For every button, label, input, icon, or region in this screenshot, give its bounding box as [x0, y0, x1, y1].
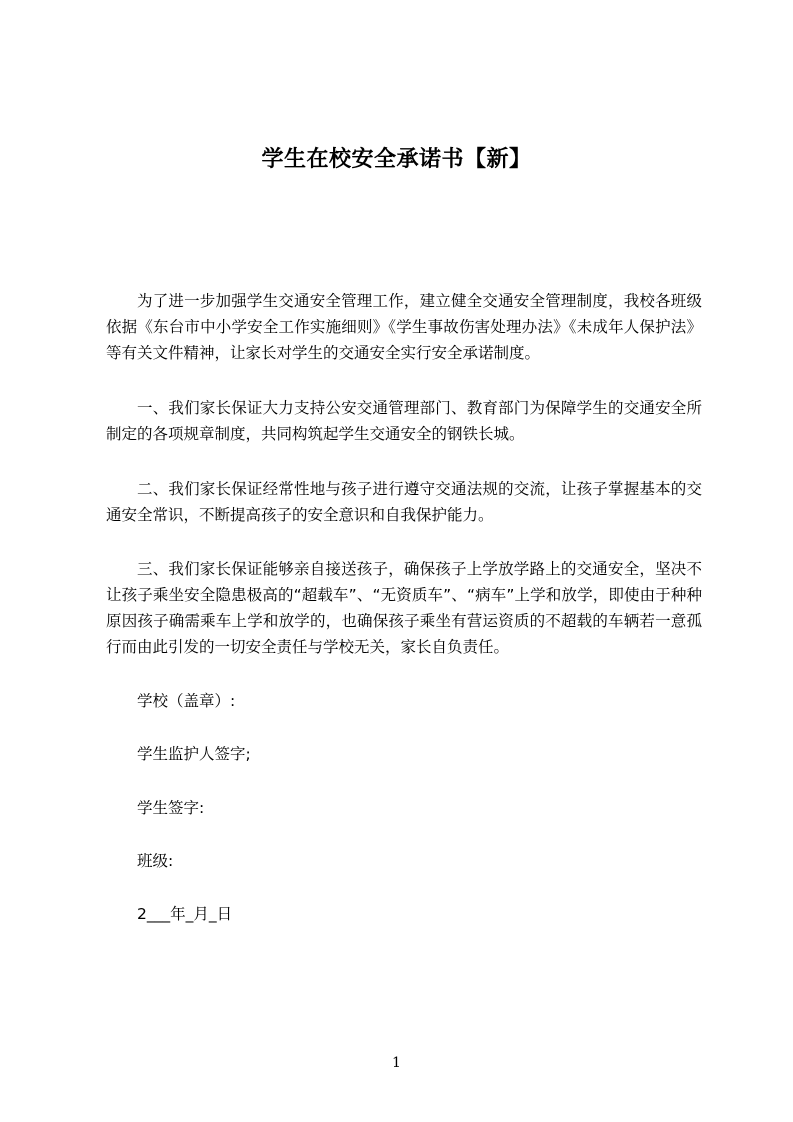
student-signature-field: 学生签字: [137, 799, 205, 817]
page-number: 1 [392, 1055, 401, 1071]
page-title: 学生在校安全承诺书【新】 [261, 147, 532, 172]
guardian-signature-field: 学生监护人签字; [137, 745, 251, 763]
commitment-paragraph-3: 三、我们家长保证能够亲自接送孩子，确保孩子上学放学路上的交通安全，坚决不让孩子乘坐安全隐患极高的“超载车”、“无资质车”、“病车”上学和放学，即使由于种种原因孩子确需乘车上学和放学的，也确保孩子乘坐有营运资质的不超载的车辆若一意孤行而由此引发的一切安全责任与学校无关，家长自负责任。 [106, 560, 702, 656]
intro-paragraph: 为了进一步加强学生交通安全管理工作，建立健全交通安全管理制度，我校各班级依据《东台市中小学安全工作实施细则》《学生事故伤害处理办法》《未成年人保护法》等有关文件精神，让家长对学生的交通安全实行安全承诺制度。 [106, 292, 702, 362]
school-seal-field: 学校（盖章）: [137, 692, 236, 710]
commitment-paragraph-2: 二、我们家长保证经常性地与孩子进行遵守交通法规的交流，让孩子掌握基本的交通安全常识，不断提高孩子的安全意识和自我保护能力。 [106, 480, 702, 524]
date-field: 2___年_月_日 [137, 905, 233, 923]
commitment-paragraph-1: 一、我们家长保证大力支持公安交通管理部门、教育部门为保障学生的交通安全所制定的各项规章制度，共同构筑起学生交通安全的钢铁长城。 [106, 399, 702, 443]
class-field: 班级: [137, 852, 174, 870]
